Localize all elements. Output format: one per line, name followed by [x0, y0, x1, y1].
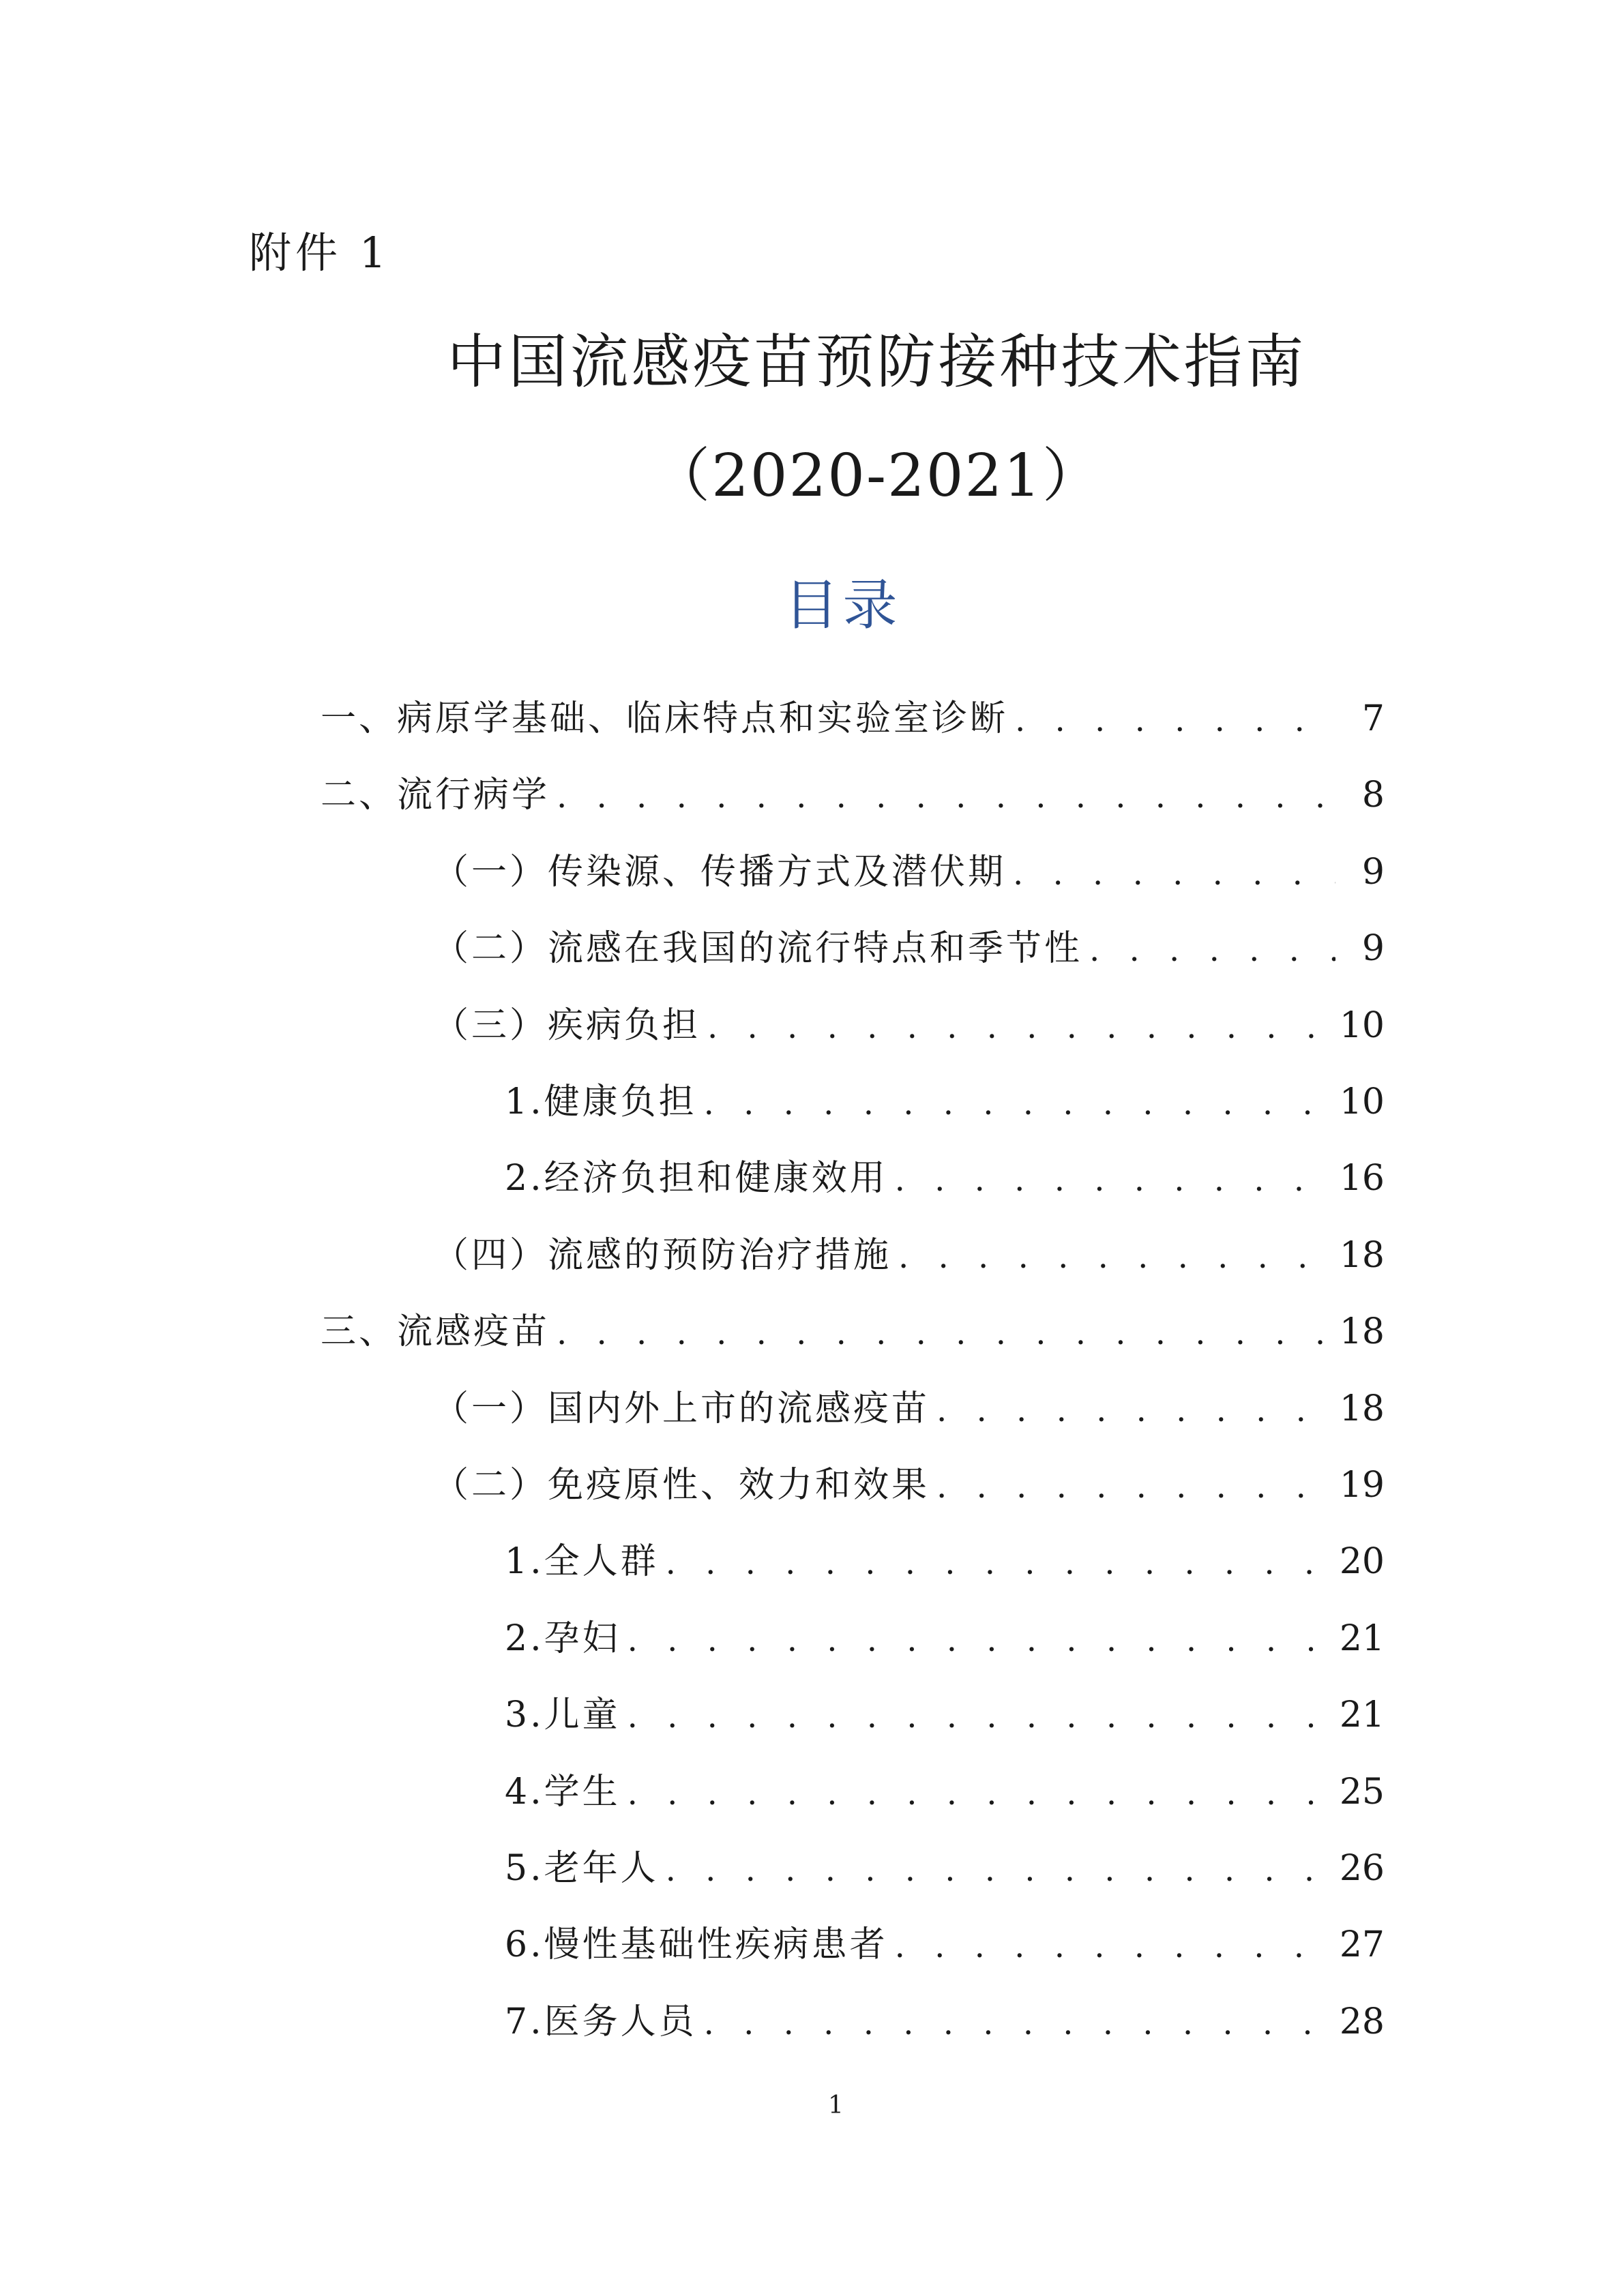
toc-entry-page: 20 — [1339, 1541, 1385, 1583]
toc-entry[interactable] — [433, 912, 1385, 970]
toc-entry-title: 三、流感疫苗 — [321, 1311, 550, 1353]
toc-entry[interactable] — [433, 1372, 1385, 1427]
toc-entry-title: （一）传染源、传播方式及潜伏期 — [433, 851, 1007, 893]
toc-entry-page: 18 — [1339, 1234, 1385, 1276]
toc-dot-leader — [936, 1394, 1330, 1427]
toc-entry-title: 4.学生 — [505, 1771, 621, 1813]
toc-entry[interactable] — [505, 1908, 1385, 1966]
toc-entry-page: 26 — [1339, 1848, 1385, 1889]
toc-entry-page: 19 — [1339, 1465, 1385, 1506]
toc-dot-leader — [557, 1317, 1330, 1350]
toc-entry[interactable] — [505, 1602, 1385, 1659]
document-year-range: （2020-2021） — [651, 442, 1102, 510]
toc-dot-leader — [1013, 857, 1335, 890]
toc-entry-title: 二、流行病学 — [321, 775, 550, 816]
toc-dot-leader — [1089, 934, 1335, 966]
toc-entry[interactable] — [505, 1832, 1385, 1889]
toc-dot-leader — [704, 1087, 1330, 1120]
toc-entry-page: 25 — [1339, 1771, 1385, 1813]
toc-entry-page: 18 — [1339, 1388, 1385, 1429]
toc-entry-page: 9 — [1361, 851, 1385, 893]
toc-entry[interactable] — [505, 1065, 1385, 1120]
toc-dot-leader — [1015, 704, 1335, 736]
toc-entry[interactable] — [433, 1448, 1385, 1506]
toc-entry-title: 5.老年人 — [505, 1848, 659, 1889]
toc-dot-leader — [666, 1547, 1330, 1579]
toc-entry-title: 6.慢性基础性疾病患者 — [505, 1924, 888, 1966]
document-title: 中国流感疫苗预防接种技术指南 — [447, 328, 1307, 396]
toc-entry[interactable] — [321, 758, 1385, 816]
toc-entry-page: 21 — [1339, 1617, 1385, 1659]
toc-entry[interactable] — [505, 1985, 1385, 2040]
toc-dot-leader — [704, 2007, 1330, 2040]
toc-dot-leader — [628, 1700, 1330, 1733]
toc-entry-page: 10 — [1339, 1004, 1385, 1046]
toc-entry-title: 1.健康负担 — [505, 1082, 697, 1122]
toc-entry-page: 21 — [1339, 1695, 1385, 1736]
toc-entry-page: 18 — [1339, 1311, 1385, 1353]
toc-entry[interactable] — [505, 1525, 1385, 1583]
toc-entry[interactable] — [433, 1219, 1385, 1276]
toc-dot-leader — [707, 1011, 1330, 1043]
toc-entry[interactable] — [321, 682, 1385, 739]
toc-dot-leader — [895, 1163, 1330, 1196]
toc-entry-title: （二）免疫原性、效力和效果 — [433, 1465, 930, 1506]
toc-entry-page: 9 — [1361, 928, 1385, 970]
toc-dot-leader — [628, 1624, 1330, 1656]
toc-dot-leader — [936, 1470, 1330, 1503]
toc-entry-title: 7.医务人员 — [505, 2001, 697, 2042]
toc-entry-page: 16 — [1339, 1158, 1385, 1199]
toc-dot-leader — [628, 1777, 1330, 1810]
toc-entry-title: 3.儿童 — [505, 1695, 621, 1736]
toc-entry-page: 10 — [1339, 1082, 1385, 1122]
toc-dot-leader — [666, 1853, 1330, 1886]
toc-entry-title: 2.孕妇 — [505, 1617, 621, 1659]
toc-entry[interactable] — [433, 989, 1385, 1046]
attachment-label: 附件 1 — [249, 228, 391, 278]
toc-entry-page: 7 — [1361, 698, 1385, 739]
toc-entry-page: 28 — [1339, 2001, 1385, 2042]
toc-entry[interactable] — [505, 1142, 1385, 1199]
toc-dot-leader — [898, 1240, 1330, 1273]
toc-entry-title: 一、病原学基础、临床特点和实验室诊断 — [321, 698, 1009, 739]
toc-heading: 目录 — [784, 573, 902, 637]
toc-entry-page: 27 — [1339, 1924, 1385, 1966]
toc-entry-title: （三）疾病负担 — [433, 1004, 701, 1046]
toc-entry[interactable] — [505, 1678, 1385, 1736]
toc-entry[interactable] — [433, 835, 1385, 893]
toc-dot-leader — [895, 1930, 1330, 1963]
toc-entry[interactable] — [505, 1755, 1385, 1813]
toc-entry-page: 8 — [1361, 775, 1385, 816]
toc-entry[interactable] — [321, 1295, 1385, 1353]
toc-entry-title: （一）国内外上市的流感疫苗 — [433, 1388, 930, 1429]
toc-entry-title: 1.全人群 — [505, 1541, 659, 1583]
page-number: 1 — [828, 2091, 844, 2119]
toc-entry-title: （四）流感的预防治疗措施 — [433, 1234, 892, 1276]
toc-dot-leader — [557, 780, 1335, 813]
toc-entry-title: （二）流感在我国的流行特点和季节性 — [433, 928, 1083, 970]
toc-entry-title: 2.经济负担和健康效用 — [505, 1158, 888, 1199]
